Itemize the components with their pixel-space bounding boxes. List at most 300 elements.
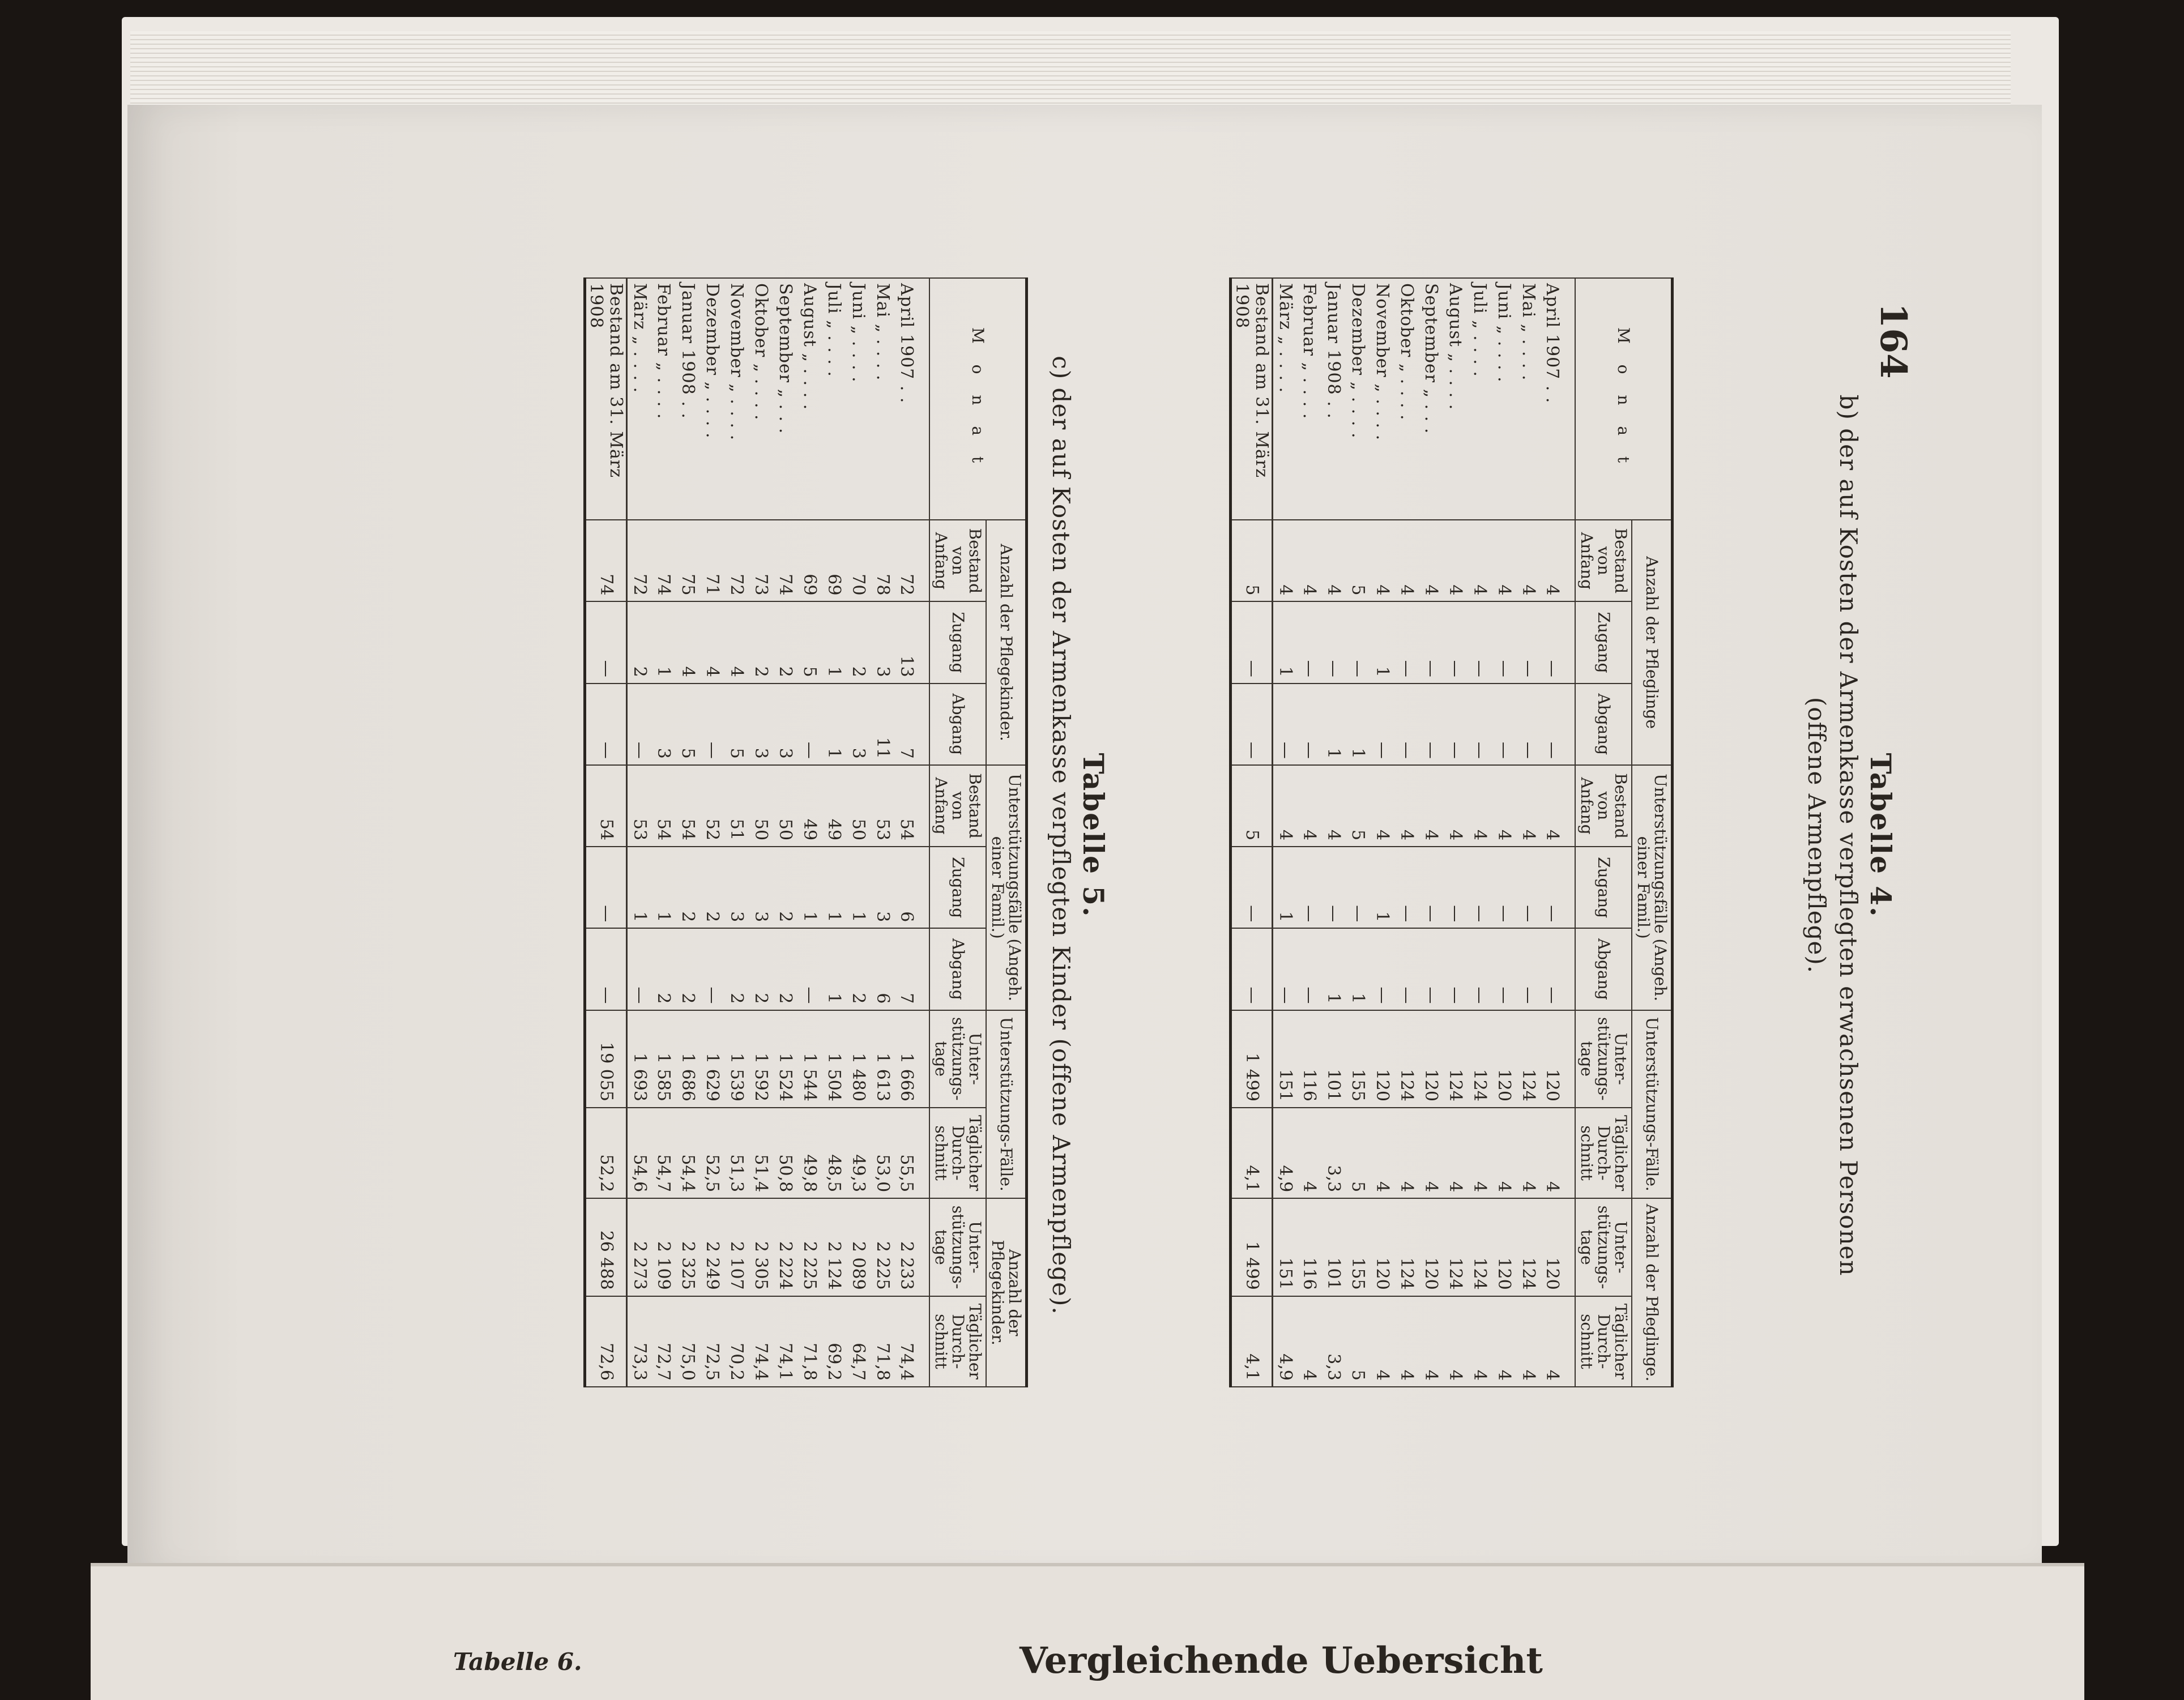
value-cell: 151	[1273, 1010, 1297, 1108]
month-cell: Dezember „ . . . .	[700, 278, 724, 520]
month-cell: Juli „ . . . .	[1468, 278, 1492, 520]
column-header: Bestand von Anfang	[929, 765, 986, 847]
value-cell: 120	[1541, 1010, 1575, 1108]
month-cell: November „ . . . .	[724, 278, 749, 520]
value-cell: 53	[627, 765, 651, 847]
value-cell: —	[1231, 601, 1273, 683]
column-header: Täglicher Durch-schnitt	[1575, 1108, 1632, 1198]
group-header: Unterstützungs-Fälle.	[1632, 1010, 1673, 1199]
column-header: Täglicher Durch-schnitt	[929, 1296, 986, 1387]
value-cell: 52,5	[700, 1108, 724, 1198]
column-header: Abgang	[1575, 928, 1632, 1010]
value-cell: 2 089	[846, 1198, 871, 1296]
value-cell: 5	[1231, 765, 1273, 847]
value-cell: —	[1419, 928, 1443, 1010]
value-cell: 4	[1468, 1296, 1492, 1387]
value-cell: 1 499	[1231, 1010, 1273, 1108]
value-cell: 4	[1443, 1296, 1468, 1387]
value-cell: —	[1443, 684, 1468, 765]
value-cell: 2	[773, 928, 797, 1010]
value-cell: —	[1370, 684, 1394, 765]
rotated-page-content	[586, 266, 1914, 1404]
value-cell: —	[1231, 928, 1273, 1010]
value-cell: 4	[1297, 520, 1321, 601]
value-cell: 72,6	[585, 1296, 627, 1387]
value-cell: —	[1419, 847, 1443, 928]
value-cell: 1	[1370, 847, 1394, 928]
value-cell: 4	[724, 601, 749, 683]
value-cell: 70	[846, 520, 871, 601]
table-row	[1492, 278, 1516, 1387]
value-cell: 4	[1321, 520, 1346, 601]
column-header: Abgang	[929, 928, 986, 1010]
value-cell: —	[1231, 847, 1273, 928]
value-cell: 120	[1492, 1198, 1516, 1296]
table-row	[1321, 278, 1346, 1387]
table4-section	[1230, 266, 1674, 1404]
value-cell: 1 666	[895, 1010, 929, 1108]
value-cell: 4	[1516, 520, 1541, 601]
value-cell: 4	[1492, 765, 1516, 847]
value-cell: —	[1492, 847, 1516, 928]
column-header: Bestand von Anfang	[929, 520, 986, 601]
value-cell: —	[1346, 847, 1370, 928]
value-cell: 48,5	[822, 1108, 846, 1198]
value-cell: 2 224	[773, 1198, 797, 1296]
value-cell: 69,2	[822, 1296, 846, 1387]
month-cell: Juni „ . . . .	[846, 278, 871, 520]
value-cell: 3,3	[1321, 1296, 1346, 1387]
value-cell: —	[1297, 847, 1321, 928]
value-cell: —	[1492, 928, 1516, 1010]
value-cell: 1	[1346, 684, 1370, 765]
value-cell: —	[1321, 601, 1346, 683]
value-cell: 4	[1492, 1108, 1516, 1198]
value-cell: 4	[1492, 1296, 1516, 1387]
value-cell: —	[627, 684, 651, 765]
value-cell: 74,4	[895, 1296, 929, 1387]
value-cell: 151	[1273, 1198, 1297, 1296]
table4-body	[1231, 278, 1575, 1387]
table-row	[871, 278, 895, 1387]
value-cell: 1	[627, 847, 651, 928]
value-cell: 124	[1516, 1010, 1541, 1108]
value-cell: —	[585, 847, 627, 928]
table-row	[895, 278, 929, 1387]
value-cell: 4,1	[1231, 1108, 1273, 1198]
value-cell: 1 686	[676, 1010, 700, 1108]
group-header: Unterstützungsfälle (Angeh. einer Famil.)	[1632, 765, 1673, 1010]
value-cell: 4	[1443, 1108, 1468, 1198]
value-cell: 4	[1394, 1296, 1419, 1387]
value-cell: 1	[1273, 601, 1297, 683]
table-row	[1273, 278, 1297, 1387]
table-row	[1541, 278, 1575, 1387]
group-header: Anzahl der Pflegekinder.	[986, 1198, 1027, 1387]
table-row	[1468, 278, 1492, 1387]
table-row	[676, 278, 700, 1387]
value-cell: 1 592	[749, 1010, 773, 1108]
column-header: Zugang	[929, 847, 986, 928]
value-cell: —	[1443, 928, 1468, 1010]
table4-title: Tabelle 4.	[1864, 753, 1897, 918]
value-cell: —	[585, 601, 627, 683]
value-cell: —	[797, 928, 822, 1010]
value-cell: 6	[871, 928, 895, 1010]
value-cell: 124	[1468, 1198, 1492, 1296]
value-cell: 2 109	[651, 1198, 676, 1296]
value-cell: 2 233	[895, 1198, 929, 1296]
value-cell: 1 613	[871, 1010, 895, 1108]
value-cell: 4	[1273, 520, 1297, 601]
table-row	[700, 278, 724, 1387]
value-cell: 116	[1297, 1198, 1321, 1296]
table5-body	[585, 278, 929, 1387]
value-cell: 116	[1297, 1010, 1321, 1108]
value-cell: 3	[749, 684, 773, 765]
value-cell: 74	[773, 520, 797, 601]
month-cell: April 1907 . .	[895, 278, 929, 520]
value-cell: 1 693	[627, 1010, 651, 1108]
value-cell: 74	[585, 520, 627, 601]
value-cell: 2 273	[627, 1198, 651, 1296]
value-cell: 4	[1468, 765, 1492, 847]
value-cell: 71,8	[871, 1296, 895, 1387]
table5	[584, 277, 1029, 1387]
value-cell: —	[1394, 847, 1419, 928]
value-cell: 5	[1346, 1108, 1370, 1198]
month-cell: Juni „ . . . .	[1492, 278, 1516, 520]
value-cell: 124	[1394, 1010, 1419, 1108]
value-cell: 5	[724, 684, 749, 765]
value-cell: 4	[1321, 765, 1346, 847]
value-cell: 1	[651, 847, 676, 928]
month-cell: März „ . . . .	[627, 278, 651, 520]
value-cell: 4	[1394, 520, 1419, 601]
value-cell: 54,7	[651, 1108, 676, 1198]
month-cell: Juli „ . . . .	[822, 278, 846, 520]
value-cell: 4	[1541, 1108, 1575, 1198]
value-cell: 2	[846, 928, 871, 1010]
table-row	[822, 278, 846, 1387]
month-cell: Dezember „ . . . .	[1346, 278, 1370, 520]
column-header: Abgang	[1575, 684, 1632, 765]
month-cell: November „ . . . .	[1370, 278, 1394, 520]
value-cell: 4	[1468, 1108, 1492, 1198]
value-cell: —	[1297, 601, 1321, 683]
value-cell: 72,7	[651, 1296, 676, 1387]
value-cell: 4	[1419, 1108, 1443, 1198]
value-cell: 3	[749, 847, 773, 928]
value-cell: 120	[1419, 1010, 1443, 1108]
value-cell: —	[1468, 847, 1492, 928]
value-cell: 124	[1443, 1198, 1468, 1296]
table-row	[1516, 278, 1541, 1387]
value-cell: —	[585, 684, 627, 765]
value-cell: 3	[724, 847, 749, 928]
month-cell: Februar „ . . . .	[651, 278, 676, 520]
value-cell: —	[1541, 684, 1575, 765]
value-cell: —	[1370, 928, 1394, 1010]
value-cell: 4	[1419, 520, 1443, 601]
value-cell: —	[1346, 601, 1370, 683]
value-cell: 3	[651, 684, 676, 765]
value-cell: 49	[822, 765, 846, 847]
value-cell: 55,5	[895, 1108, 929, 1198]
value-cell: 1	[1321, 928, 1346, 1010]
value-cell: 4	[1419, 765, 1443, 847]
value-cell: —	[1516, 847, 1541, 928]
value-cell: 4	[1297, 1108, 1321, 1198]
value-cell: 75	[676, 520, 700, 601]
table4-subtitle: b) der auf Kosten der Armenkasse verpflegten erwachsenen Personen	[1835, 394, 1862, 1276]
value-cell: 2	[846, 601, 871, 683]
value-cell: 49,8	[797, 1108, 822, 1198]
value-cell: 2	[651, 928, 676, 1010]
value-cell: 4	[1370, 1108, 1394, 1198]
value-cell: 74	[651, 520, 676, 601]
value-cell: —	[1492, 601, 1516, 683]
value-cell: 1	[1321, 684, 1346, 765]
value-cell: 4	[1273, 765, 1297, 847]
value-cell: —	[1273, 928, 1297, 1010]
next-table-heading: Vergleichende Uebersicht	[1020, 1639, 1543, 1682]
value-cell: 54,4	[676, 1108, 700, 1198]
value-cell: 4	[1297, 765, 1321, 847]
value-cell: 71	[700, 520, 724, 601]
value-cell: 1 524	[773, 1010, 797, 1108]
value-cell: 124	[1394, 1198, 1419, 1296]
value-cell: 120	[1541, 1198, 1575, 1296]
value-cell: —	[1321, 847, 1346, 928]
value-cell: —	[1443, 601, 1468, 683]
value-cell: 4	[1541, 1296, 1575, 1387]
value-cell: 101	[1321, 1010, 1346, 1108]
month-cell: März „ . . . .	[1273, 278, 1297, 520]
table4	[1230, 277, 1674, 1387]
value-cell: 52	[700, 765, 724, 847]
value-cell: 124	[1468, 1010, 1492, 1108]
value-cell: 1	[797, 847, 822, 928]
column-header: Täglicher Durch-schnitt	[1575, 1296, 1632, 1387]
value-cell: 1 629	[700, 1010, 724, 1108]
column-header: Unter-stützungs-tage	[929, 1198, 986, 1296]
value-cell: 3	[773, 684, 797, 765]
value-cell: 72	[724, 520, 749, 601]
value-cell: —	[1516, 928, 1541, 1010]
month-cell: Mai „ . . . .	[871, 278, 895, 520]
value-cell: —	[1516, 684, 1541, 765]
value-cell: —	[700, 684, 724, 765]
value-cell: 7	[895, 928, 929, 1010]
value-cell: 5	[1346, 1296, 1370, 1387]
table-row	[724, 278, 749, 1387]
table-row	[1394, 278, 1419, 1387]
value-cell: 4	[1297, 1296, 1321, 1387]
value-cell: 3	[871, 847, 895, 928]
value-cell: —	[1394, 601, 1419, 683]
value-cell: —	[1394, 928, 1419, 1010]
value-cell: 2 305	[749, 1198, 773, 1296]
table5-title: Tabelle 5.	[1077, 753, 1110, 918]
value-cell: 2 225	[871, 1198, 895, 1296]
value-cell: 2 107	[724, 1198, 749, 1296]
value-cell: 4	[676, 601, 700, 683]
value-cell: —	[1541, 928, 1575, 1010]
column-header: Abgang	[929, 684, 986, 765]
value-cell: 1	[822, 847, 846, 928]
value-cell: 4	[1492, 520, 1516, 601]
value-cell: —	[1273, 684, 1297, 765]
month-cell: April 1907 . .	[1541, 278, 1575, 520]
value-cell: 1	[846, 847, 871, 928]
value-cell: 72	[895, 520, 929, 601]
value-cell: —	[700, 928, 724, 1010]
month-cell: Mai „ . . . .	[1516, 278, 1541, 520]
total-row	[1231, 278, 1273, 1387]
value-cell: —	[1468, 601, 1492, 683]
value-cell: 4	[1370, 1296, 1394, 1387]
value-cell: 52,2	[585, 1108, 627, 1198]
month-cell: Januar 1908 . .	[676, 278, 700, 520]
value-cell: —	[1468, 928, 1492, 1010]
value-cell: 4,1	[1231, 1296, 1273, 1387]
month-cell: Bestand am 31. März 1908	[585, 278, 627, 520]
month-cell: Oktober „ . . . .	[1394, 278, 1419, 520]
value-cell: 1 585	[651, 1010, 676, 1108]
month-cell: September „ . . .	[1419, 278, 1443, 520]
value-cell: —	[1516, 601, 1541, 683]
column-header: Unter-stützungs-tage	[929, 1010, 986, 1108]
group-header: Unterstützungsfälle (Angeh. einer Famil.)	[986, 765, 1027, 1010]
value-cell: 120	[1492, 1010, 1516, 1108]
value-cell: —	[1541, 847, 1575, 928]
page-number: 164	[1872, 303, 1914, 379]
column-header: Zugang	[929, 601, 986, 683]
value-cell: 69	[822, 520, 846, 601]
value-cell: 74,1	[773, 1296, 797, 1387]
value-cell: 49,3	[846, 1108, 871, 1198]
value-cell: 1	[1370, 601, 1394, 683]
value-cell: 155	[1346, 1010, 1370, 1108]
value-cell: 1 539	[724, 1010, 749, 1108]
value-cell: 2	[724, 928, 749, 1010]
table5-subtitle: c) der auf Kosten der Armenkasse verpflegten Kinder (offene Armenpflege).	[1047, 356, 1075, 1315]
value-cell: 1	[1273, 847, 1297, 928]
group-header: Anzahl der Pflegekinder.	[986, 520, 1027, 765]
value-cell: 13	[895, 601, 929, 683]
group-header: Unterstützungs-Fälle.	[986, 1010, 1027, 1199]
value-cell: 19 055	[585, 1010, 627, 1108]
value-cell: 4,9	[1273, 1296, 1297, 1387]
value-cell: 4	[1443, 520, 1468, 601]
value-cell: 26 488	[585, 1198, 627, 1296]
value-cell: 1	[822, 601, 846, 683]
value-cell: 4	[700, 601, 724, 683]
group-header: Anzahl der Pfleglinge	[1632, 520, 1673, 765]
value-cell: —	[1419, 601, 1443, 683]
value-cell: 1 504	[822, 1010, 846, 1108]
value-cell: 53,0	[871, 1108, 895, 1198]
month-cell: September „ . . .	[773, 278, 797, 520]
value-cell: 124	[1443, 1010, 1468, 1108]
value-cell: 7	[895, 684, 929, 765]
value-cell: —	[1468, 684, 1492, 765]
value-cell: 11	[871, 684, 895, 765]
total-row	[585, 278, 627, 1387]
value-cell: 120	[1419, 1198, 1443, 1296]
value-cell: 4,9	[1273, 1108, 1297, 1198]
value-cell: 2 249	[700, 1198, 724, 1296]
value-cell: 2	[773, 847, 797, 928]
value-cell: 1 499	[1231, 1198, 1273, 1296]
column-header: Täglicher Durch-schnitt	[929, 1108, 986, 1198]
value-cell: 51,4	[749, 1108, 773, 1198]
value-cell: 51,3	[724, 1108, 749, 1198]
month-header: M o n a t	[929, 278, 1027, 520]
value-cell: 4	[1370, 765, 1394, 847]
value-cell: 4	[1370, 520, 1394, 601]
value-cell: 5	[1346, 765, 1370, 847]
value-cell: 64,7	[846, 1296, 871, 1387]
value-cell: 2	[700, 847, 724, 928]
value-cell: 2 124	[822, 1198, 846, 1296]
value-cell: —	[1297, 684, 1321, 765]
value-cell: 155	[1346, 1198, 1370, 1296]
value-cell: 73	[749, 520, 773, 601]
value-cell: 2	[627, 601, 651, 683]
value-cell: 50	[846, 765, 871, 847]
value-cell: 2 325	[676, 1198, 700, 1296]
value-cell: 6	[895, 847, 929, 928]
value-cell: 101	[1321, 1198, 1346, 1296]
group-header: Anzahl der Pfleglinge.	[1632, 1198, 1673, 1387]
value-cell: 71,8	[797, 1296, 822, 1387]
table-row	[1419, 278, 1443, 1387]
value-cell: —	[1443, 847, 1468, 928]
page-edges	[130, 31, 2011, 116]
table-row	[1297, 278, 1321, 1387]
value-cell: 4	[1419, 1296, 1443, 1387]
value-cell: 51	[724, 765, 749, 847]
month-cell: Bestand am 31. März 1908	[1231, 278, 1273, 520]
value-cell: 3,3	[1321, 1108, 1346, 1198]
value-cell: 53	[871, 765, 895, 847]
value-cell: 74,4	[749, 1296, 773, 1387]
value-cell: 4	[1443, 765, 1468, 847]
value-cell: 3	[846, 684, 871, 765]
value-cell: 73,3	[627, 1296, 651, 1387]
value-cell: 54	[895, 765, 929, 847]
value-cell: —	[1492, 684, 1516, 765]
column-header: Bestand von Anfang	[1575, 520, 1632, 601]
value-cell: 3	[871, 601, 895, 683]
value-cell: —	[1231, 684, 1273, 765]
value-cell: 50,8	[773, 1108, 797, 1198]
value-cell: 4	[1468, 520, 1492, 601]
value-cell: 124	[1516, 1198, 1541, 1296]
table5-section	[584, 266, 1111, 1404]
value-cell: 120	[1370, 1198, 1394, 1296]
month-cell: Februar „ . . . .	[1297, 278, 1321, 520]
value-cell: 5	[1346, 520, 1370, 601]
value-cell: 2	[676, 847, 700, 928]
value-cell: 1	[822, 928, 846, 1010]
table4-subtitle-2: (offene Armenpflege).	[1803, 697, 1831, 974]
value-cell: 72,5	[700, 1296, 724, 1387]
value-cell: 2	[749, 928, 773, 1010]
month-header: M o n a t	[1575, 278, 1673, 520]
